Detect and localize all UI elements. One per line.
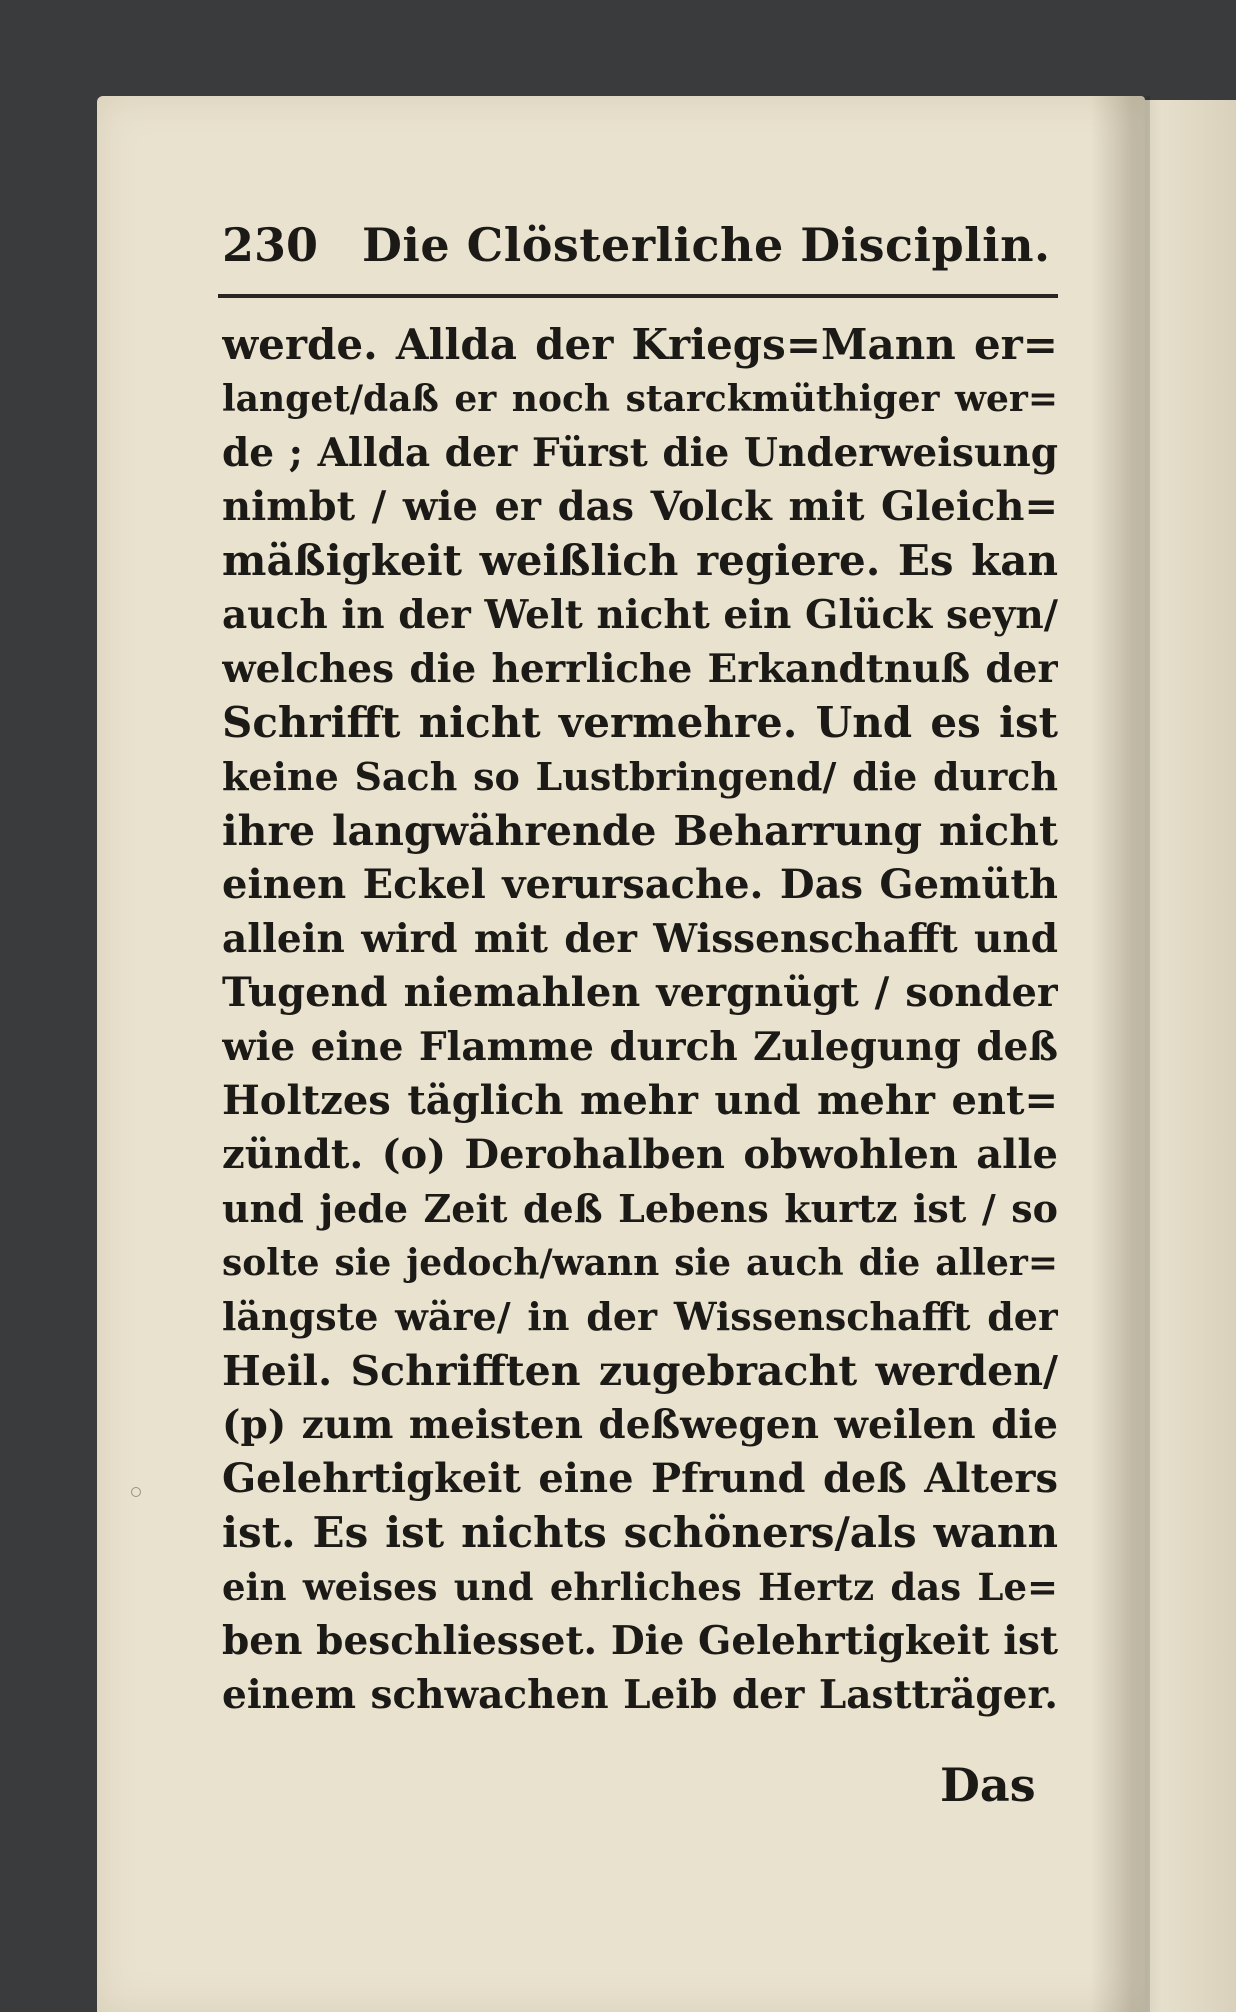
text-line: einem schwachen Leib der Lastträger. <box>222 1672 1058 1718</box>
catchword: Das <box>940 1758 1036 1812</box>
text-line: nimbt / wie er das Volck mit Gleich= <box>222 483 1058 530</box>
text-line: (p) zum meisten deßwegen weilen die <box>222 1402 1058 1448</box>
body-text <box>222 318 1058 1722</box>
text-line: und jede Zeit deß Lebens kurtz ist / so <box>222 1186 1058 1231</box>
page-header <box>222 218 1062 278</box>
text-line: auch in der Welt nicht ein Glück seyn/ <box>222 592 1058 638</box>
paper-speck <box>131 1487 141 1497</box>
text-line: einen Eckel verursache. Das Gemüth <box>222 861 1058 908</box>
text-line: allein wird mit der Wissenschafft und <box>222 916 1058 962</box>
text-line: zündt. (o) Derohalben obwohlen alle <box>222 1131 1058 1178</box>
text-line: keine Sach so Lustbringend/ die durch <box>222 754 1058 799</box>
text-line: ihre langwährende Beharrung nicht <box>222 807 1058 855</box>
text-line: mäßigkeit weißlich regiere. Es kan <box>222 536 1058 585</box>
text-line: de ; Allda der Fürst die Underweisung <box>222 430 1058 476</box>
page-gutter-shadow <box>1090 96 1150 2012</box>
text-line: ist. Es ist nichts schöners/als wann <box>222 1508 1058 1557</box>
text-line: ein weises und ehrliches Hertz das Le= <box>222 1565 1058 1609</box>
text-line: wie eine Flamme durch Zulegung deß <box>222 1024 1058 1070</box>
text-line: längste wäre/ in der Wissenschafft der <box>222 1294 1058 1339</box>
page-number: 230 <box>222 218 319 272</box>
text-line: langet/daß er noch starckmüthiger wer= <box>222 378 1058 420</box>
text-line: Schrifft nicht vermehre. Und es ist <box>222 698 1058 747</box>
text-line: Holtzes täglich mehr und mehr ent= <box>222 1077 1058 1124</box>
text-line: welches die herrliche Erkandtnuß der <box>222 646 1058 692</box>
text-line: Heil. Schrifften zugebracht werden/ <box>222 1347 1058 1395</box>
text-line: ben beschliesset. Die Gelehrtigkeit ist <box>222 1618 1058 1664</box>
header-rule <box>218 294 1058 298</box>
text-line: solte sie jedoch/wann sie auch die aller= <box>222 1242 1058 1284</box>
text-line: Gelehrtigkeit eine Pfrund deß Alters <box>222 1455 1058 1502</box>
text-line: werde. Allda der Kriegs=Mann er= <box>222 320 1058 369</box>
running-title: Die Clösterliche Disciplin. <box>362 218 1051 272</box>
text-line: Tugend niemahlen vergnügt / sonder <box>222 969 1058 1016</box>
